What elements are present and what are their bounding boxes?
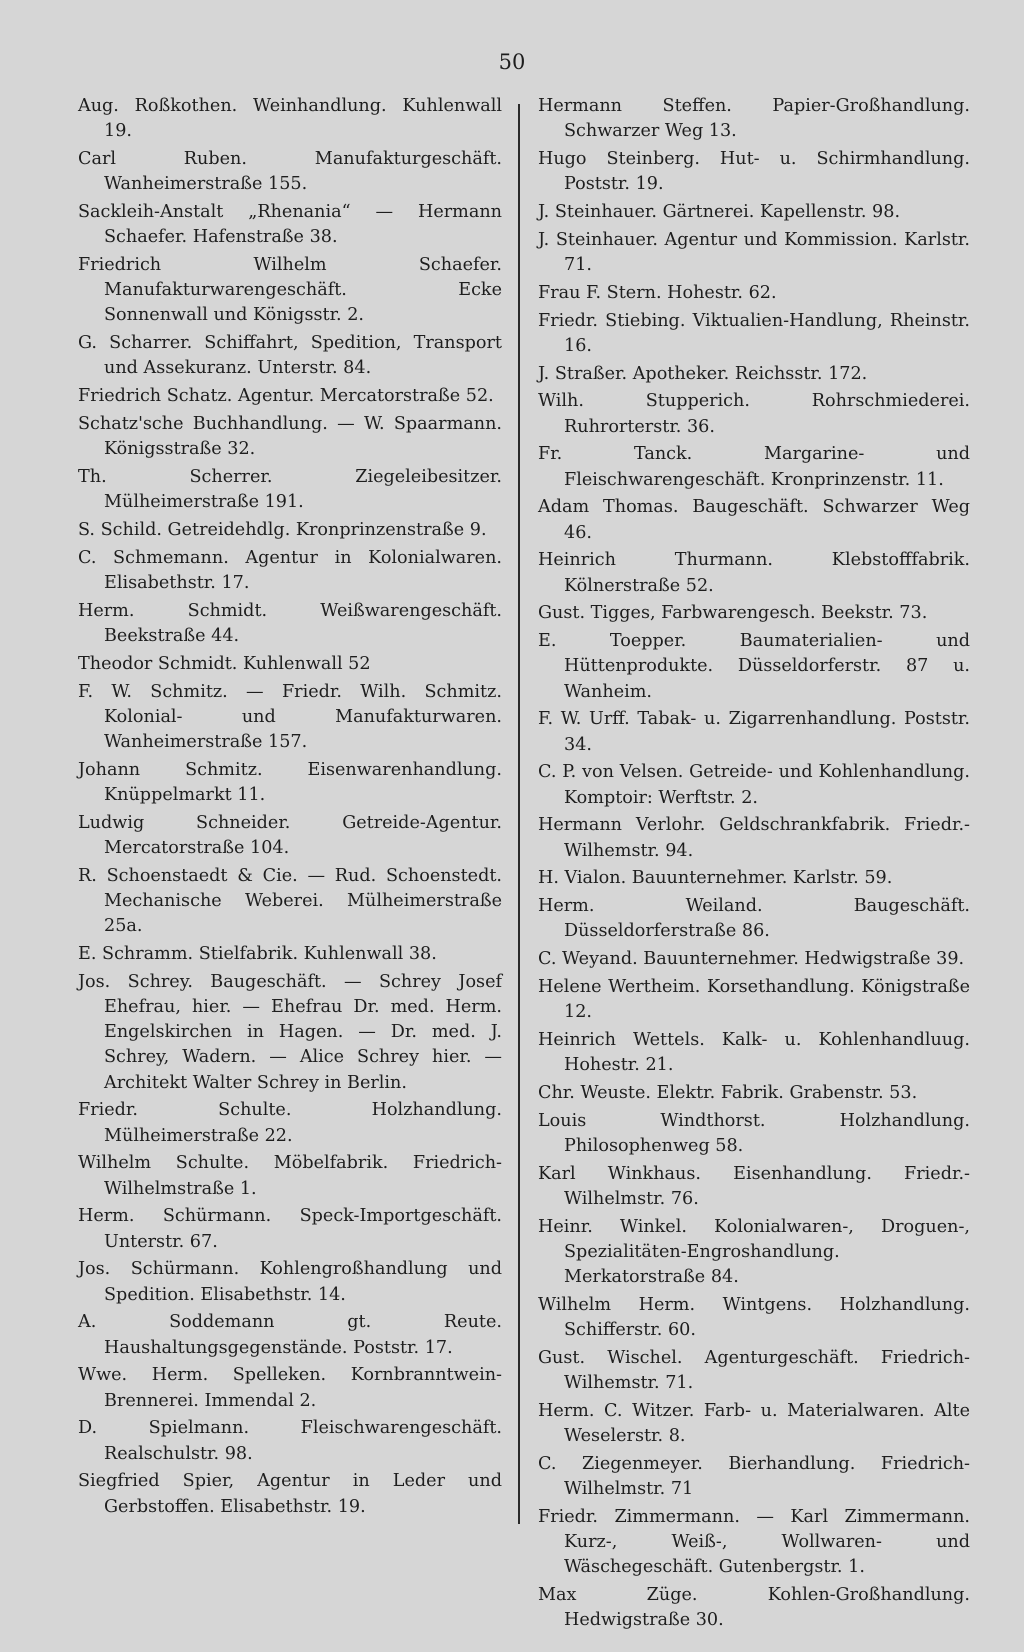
directory-entry: Hugo Steinberg. Hut- u. Schirmhandlung. Poststr. 19. — [538, 149, 970, 195]
directory-entry: Herm. Schürmann. Speck-Importgeschäft. Unterstr. 67. — [78, 1206, 502, 1252]
directory-entry: Karl Winkhaus. Eisenhandlung. Friedr.-Wilhelmstr. 76. — [538, 1163, 970, 1209]
directory-entry: D. Spielmann. Fleischwarengeschäft. Realschulstr. 98. — [78, 1418, 502, 1464]
directory-entry: H. Vialon. Bauunternehmer. Karlstr. 59. — [538, 868, 893, 889]
directory-entry: J. Straßer. Apotheker. Reichsstr. 172. — [538, 363, 868, 384]
directory-entry: Herm. C. Witzer. Farb- u. Materialwaren. Alte Weselerstr. 8. — [538, 1400, 970, 1447]
directory-entry: Theodor Schmidt. Kuhlenwall 52 — [78, 653, 371, 674]
directory-entry: Carl Ruben. Manufakturgeschäft. Wanheimerstraße 155. — [78, 149, 502, 195]
directory-entry: Wwe. Herm. Spelleken. Kornbranntwein-Brennerei. Immendal 2. — [78, 1365, 502, 1411]
directory-entry: Fr. Tanck. Margarine- und Fleischwarengeschäft. Kronprinzenstr. 11. — [538, 444, 970, 490]
directory-entry: Wilhelm Herm. Wintgens. Holzhandlung. Schifferstr. 60. — [538, 1294, 970, 1341]
directory-entry: C. Ziegenmeyer. Bierhandlung. Friedrich-Wilhelmstr. 71 — [538, 1453, 970, 1500]
directory-entry: Siegfried Spier, Agentur in Leder und Gerbstoffen. Elisabethstr. 19. — [78, 1471, 502, 1517]
directory-entry: Hermann Steffen. Papier-Großhandlung. Schwarzer Weg 13. — [538, 96, 970, 142]
directory-entry: E. Toepper. Baumaterialien- und Hüttenprodukte. Düsseldorferstr. 87 u. Wanheim. — [538, 631, 970, 702]
directory-entry: Jos. Schrey. Baugeschäft. — Schrey Josef Ehefrau, hier. — Ehefrau Dr. med. Herm. Engelskirchen in Hagen. — Dr. med. J. Schrey, Wadern. — Alice Schrey hier. — Architekt Walter Schrey in Berlin. — [78, 971, 502, 1093]
directory-entry: F. W. Urff. Tabak- u. Zigarrenhandlung. Poststr. 34. — [538, 709, 970, 755]
directory-entry: Hermann Verlohr. Geldschrankfabrik. Friedr.-Wilhemstr. 94. — [538, 815, 970, 861]
directory-entry: C. P. von Velsen. Getreide- und Kohlenhandlung. Komptoir: Werftstr. 2. — [538, 762, 970, 808]
directory-entry: S. Schild. Getreidehdlg. Kronprinzenstraße 9. — [78, 520, 487, 540]
directory-entry: Gust. Wischel. Agenturgeschäft. Friedrich-Wilhemstr. 71. — [538, 1347, 970, 1394]
directory-entry: E. Schramm. Stielfabrik. Kuhlenwall 38. — [78, 944, 437, 964]
directory-entry: Ludwig Schneider. Getreide-Agentur. Mercatorstraße 104. — [78, 812, 502, 858]
directory-entry: C. Schmemann. Agentur in Kolonialwaren. Elisabethstr. 17. — [78, 547, 502, 593]
directory-entry: Heinr. Winkel. Kolonialwaren-, Droguen-, Spezialitäten-Engroshandlung. Merkatorstraße 84. — [538, 1216, 970, 1288]
directory-entry: Schatz'sche Buchhandlung. — W. Spaarmann. Königsstraße 32. — [78, 414, 502, 460]
directory-entry: Chr. Weuste. Elektr. Fabrik. Grabenstr. 53. — [538, 1082, 918, 1103]
directory-entry: R. Schoenstaedt & Cie. — Rud. Schoenstedt. Mechanische Weberei. Mülheimerstraße 25a. — [78, 865, 502, 937]
directory-entry: Gust. Tigges, Farbwarengesch. Beekstr. 73. — [538, 603, 928, 624]
directory-entry: C. Weyand. Bauunternehmer. Hedwigstraße 39. — [538, 949, 965, 970]
directory-entry: Heinrich Wettels. Kalk- u. Kohlenhandluug. Hohestr. 21. — [538, 1029, 970, 1076]
directory-entry: Max Züge. Kohlen-Großhandlung. Hedwigstraße 30. — [538, 1585, 970, 1631]
directory-entry: Heinrich Thurmann. Klebstofffabrik. Kölnerstraße 52. — [538, 550, 970, 596]
directory-entry: F. W. Schmitz. — Friedr. Wilh. Schmitz. Kolonial- und Manufakturwaren. Wanheimerstraße 157. — [78, 681, 502, 752]
directory-entry: Aug. Roßkothen. Weinhandlung. Kuhlenwall 19. — [78, 96, 502, 142]
directory-entry: Friedr. Schulte. Holzhandlung. Mülheimerstraße 22. — [78, 1100, 502, 1146]
page-number: 50 — [498, 50, 526, 74]
directory-entry: Helene Wertheim. Korsethandlung. Königstraße 12. — [538, 976, 970, 1023]
directory-entry: Herm. Weiland. Baugeschäft. Düsseldorferstraße 86. — [538, 896, 970, 942]
directory-entry: Friedrich Wilhelm Schaefer. Manufakturwarengeschäft. Ecke Sonnenwall und Königsstr. 2. — [78, 255, 502, 326]
directory-entry: Johann Schmitz. Eisenwarenhandlung. Knüppelmarkt 11. — [78, 759, 502, 805]
directory-entry: Sackleih-Anstalt „Rhenania“ — Hermann Schaefer. Hafenstraße 38. — [78, 202, 502, 248]
directory-entry: A. Soddemann gt. Reute. Haushaltungsgegenstände. Poststr. 17. — [78, 1312, 502, 1358]
directory-entry: Herm. Schmidt. Weißwarengeschäft. Beekstraße 44. — [78, 600, 502, 646]
directory-entry: J. Steinhauer. Agentur und Kommission. Karlstr. 71. — [538, 229, 970, 275]
directory-entry: Louis Windthorst. Holzhandlung. Philosophenweg 58. — [538, 1110, 970, 1156]
left-column — [78, 94, 502, 1522]
right-column — [538, 94, 970, 1636]
directory-entry: Friedr. Stiebing. Viktualien-Handlung, Rheinstr. 16. — [538, 310, 970, 356]
directory-entry: Wilh. Stupperich. Rohrschmiederei. Ruhrorterstr. 36. — [538, 391, 970, 437]
directory-entry: Frau F. Stern. Hohestr. 62. — [538, 282, 777, 303]
directory-entry: G. Scharrer. Schiffahrt, Spedition, Transport und Assekuranz. Unterstr. 84. — [78, 333, 502, 379]
directory-entry: Th. Scherrer. Ziegeleibesitzer. Mülheimerstraße 191. — [78, 467, 502, 513]
directory-entry: Jos. Schürmann. Kohlengroßhandlung und Spedition. Elisabethstr. 14. — [78, 1259, 502, 1305]
directory-entry: Friedrich Schatz. Agentur. Mercatorstraße 52. — [78, 386, 494, 407]
directory-entry: Wilhelm Schulte. Möbelfabrik. Friedrich-Wilhelmstraße 1. — [78, 1153, 502, 1199]
directory-entry: Adam Thomas. Baugeschäft. Schwarzer Weg 46. — [538, 497, 970, 543]
directory-entry: J. Steinhauer. Gärtnerei. Kapellenstr. 98. — [538, 202, 901, 222]
directory-entry: Friedr. Zimmermann. — Karl Zimmermann. Kurz-, Weiß-, Wollwaren- und Wäschegeschäft. Gutenbergstr. 1. — [538, 1506, 970, 1578]
column-divider — [518, 104, 520, 1524]
